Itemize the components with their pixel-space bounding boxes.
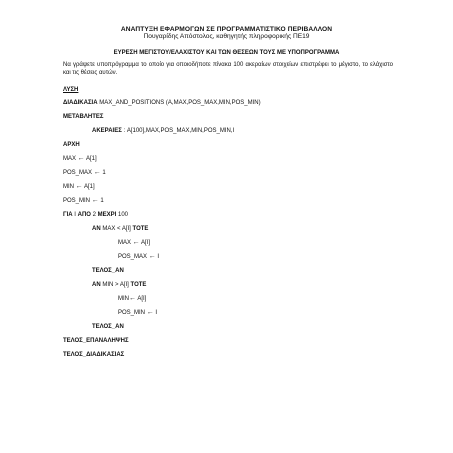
assign-rhs: 1 bbox=[100, 170, 106, 176]
assign-lhs: MIN bbox=[118, 296, 129, 302]
assign-lhs: MAX bbox=[118, 240, 133, 246]
assign-min-line bbox=[63, 183, 95, 191]
assign-rhs: 1 bbox=[98, 198, 104, 204]
if-min-line bbox=[92, 281, 146, 289]
end-procedure-keyword: ΤΕΛΟΣ_ΔΙΑΔΙΚΑΣΙΑΣ bbox=[63, 352, 125, 358]
then-keyword: ΤΟΤΕ bbox=[130, 282, 147, 288]
assign-lhs: POS_MAX bbox=[63, 170, 94, 176]
update-min-line bbox=[118, 295, 146, 303]
integers-declaration-line bbox=[92, 127, 234, 135]
from-keyword: ΑΠΟ bbox=[77, 212, 91, 218]
variables-keyword: ΜΕΤΑΒΛΗΤΕΣ bbox=[63, 114, 104, 120]
left-arrow-icon: ← bbox=[93, 169, 101, 176]
to-value: 100 bbox=[116, 212, 128, 218]
solution-heading: ΛΥΣΗ bbox=[63, 87, 79, 93]
left-arrow-icon: ← bbox=[148, 253, 156, 260]
assign-rhs: A[I] bbox=[139, 240, 151, 246]
to-keyword: ΜΕΧΡΙ bbox=[97, 212, 117, 218]
end-if-keyword: ΤΕΛΟΣ_ΑΝ bbox=[92, 324, 124, 330]
update-max-line bbox=[118, 239, 150, 247]
left-arrow-icon: ← bbox=[91, 197, 99, 204]
begin-keyword: ΑΡΧΗ bbox=[63, 142, 80, 148]
exercise-title: ΕΥΡΕΣΗ ΜΕΓΙΣΤΟΥ/ΕΛΑΧΙΣΤΟΥ ΚΑΙ ΤΩΝ ΘΕΣΕΩΝ ΤΟΥΣ ΜΕ ΥΠΟΠΡΟΓΡΑΜΜΑ bbox=[113, 50, 340, 56]
procedure-header-line bbox=[63, 99, 261, 107]
assign-lhs: POS_MIN bbox=[118, 310, 147, 316]
loop-variable: I bbox=[72, 212, 78, 218]
document-title: ΑΝΑΠΤΥΞΗ ΕΦΑΡΜΟΓΩΝ ΣΕ ΠΡΟΓΡΑΜΜΑΤΙΣΤΙΚΟ ΠΕΡΙΒΑΛΛΟΝ bbox=[120, 26, 333, 33]
if-max-line bbox=[92, 225, 148, 233]
left-arrow-icon: ← bbox=[75, 183, 83, 190]
assign-max-line bbox=[63, 155, 97, 163]
end-if-keyword: ΤΕΛΟΣ_ΑΝ bbox=[92, 268, 124, 274]
for-loop-line bbox=[63, 211, 128, 219]
then-keyword: ΤΟΤΕ bbox=[132, 226, 149, 232]
procedure-keyword: ΔΙΑΔΙΚΑΣΙΑ bbox=[63, 100, 98, 106]
left-arrow-icon: ← bbox=[146, 309, 154, 316]
assign-lhs: POS_MIN bbox=[63, 198, 92, 204]
assign-pos-max-line bbox=[63, 169, 106, 177]
assign-lhs: MIN bbox=[63, 184, 76, 190]
from-value: 2 bbox=[90, 212, 98, 218]
left-arrow-icon: ← bbox=[77, 155, 85, 162]
if-keyword: ΑΝ bbox=[92, 282, 101, 288]
assign-rhs: A[1] bbox=[84, 156, 97, 162]
assign-rhs: I bbox=[153, 310, 158, 316]
assign-rhs: A[I] bbox=[136, 296, 147, 302]
if-condition: MIN > A[I] bbox=[100, 282, 131, 288]
assign-rhs: I bbox=[155, 254, 160, 260]
end-loop-keyword: ΤΕΛΟΣ_ΕΠΑΝΑΛΗΨΗΣ bbox=[63, 338, 129, 344]
assign-rhs: A[1] bbox=[82, 184, 95, 190]
for-keyword: ΓΙΑ bbox=[63, 212, 73, 218]
assign-pos-min-line bbox=[63, 197, 104, 205]
if-condition: MAX < A[I] bbox=[100, 226, 133, 232]
left-arrow-icon: ← bbox=[132, 239, 140, 246]
assign-lhs: MAX bbox=[63, 156, 78, 162]
assign-lhs: POS_MAX bbox=[118, 254, 149, 260]
integers-keyword: ΑΚΕΡΑΙΕΣ bbox=[92, 128, 122, 134]
update-pos-max-line bbox=[118, 253, 159, 261]
problem-statement: Να γράψετε υποπρόγραμμα το οποίο για οποιοδήποτε πίνακα 100 ακεραίων στοιχείων επιστρέφει το μέγιστο, το ελάχιστο και τις θέσεις αυτών. bbox=[63, 62, 393, 76]
update-pos-min-line bbox=[118, 309, 157, 317]
if-keyword: ΑΝ bbox=[92, 226, 101, 232]
left-arrow-icon: ← bbox=[129, 295, 136, 302]
procedure-signature: MAX_AND_POSITIONS (A,MAX,POS_MAX,MIN,POS_MIN) bbox=[97, 100, 261, 106]
author-line: Πουγαρίδης Απόστολος, καθηγητής πληροφορικής ΠΕ19 bbox=[143, 33, 310, 40]
integers-list: : A[100],MAX,POS_MAX,MIN,POS_MIN,I bbox=[121, 128, 235, 134]
